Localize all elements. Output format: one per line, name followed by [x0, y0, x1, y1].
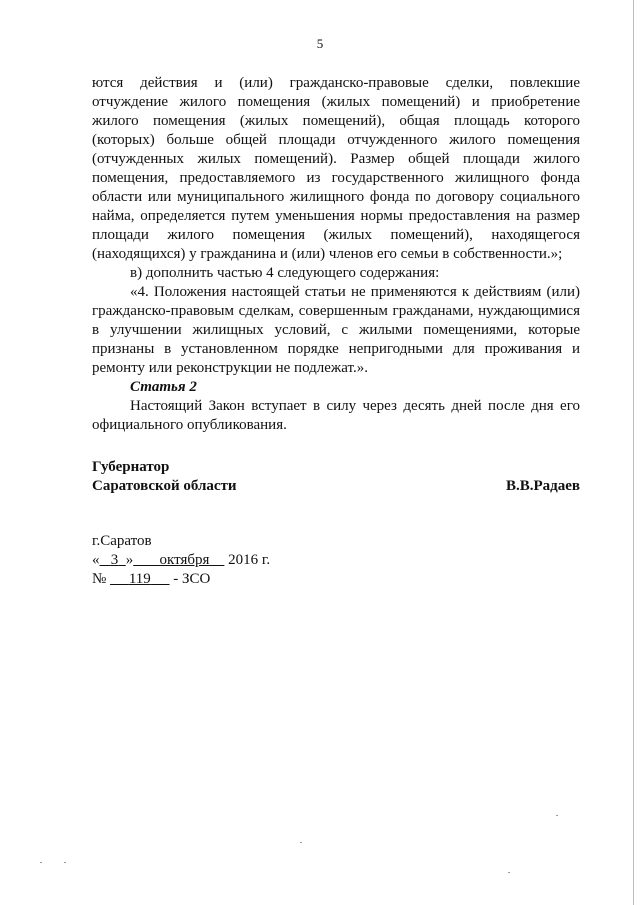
number-suffix: - ЗСО	[173, 571, 211, 587]
law-number: 119	[128, 571, 151, 587]
date-year: 2016 г.	[228, 552, 271, 568]
date-open-quote: «	[92, 552, 100, 568]
paragraph-amendment-intro: в) дополнить частью 4 следующего содержания:	[130, 265, 440, 281]
paragraph-part-4: «4. Положения настоящей статьи не применяются к действиям (или) гражданско-правовым сделкам, совершенным гражданами, нуждающимися в улучшении жилищных условий, с жилыми помещениями, которые признаны в установленном порядке непригодными для проживания и ремонту или реконструкции не подлежат.».	[92, 284, 580, 376]
scan-speck	[40, 862, 42, 863]
date-day: 3	[110, 552, 119, 568]
date-month: октября	[159, 552, 210, 568]
paragraph-article-2: Настоящий Закон вступает в силу через десять дней после дня его официального опубликования.	[92, 398, 580, 433]
article-2-heading: Статья 2	[130, 379, 197, 395]
date-line	[92, 551, 270, 570]
number-line	[92, 570, 270, 589]
page-edge-line	[633, 0, 634, 905]
signatory-title-line1: Губернатор	[92, 459, 170, 475]
scan-speck	[556, 815, 558, 816]
signatory-row	[92, 477, 580, 496]
signatory-name: В.В.Радаев	[505, 478, 580, 494]
signature-block	[92, 458, 580, 496]
signatory-title-line2: Саратовской области	[92, 478, 237, 494]
number-sign: №	[92, 571, 107, 587]
paragraph-continuation: ются действия и (или) гражданско-правовые сделки, повлекшие отчуждение жилого помещения (жилых помещений) и приобретение жилого помещения (жилых помещений), общая площадь которого (которых) больше общей площади отчужденного жилого помещения (отчужденных жилых помещений). Размер общей площади жилого помещения, предоставляемого из государственного жилищного фонда области или муниципального жилищного фонда по договору социального найма, определяется путем уменьшения нормы предоставления на размер площади жилого помещения (жилых помещений), находящегося (находящихся) у гражданина и (или) членов его семьи в собственности.»;	[92, 75, 580, 262]
scan-speck	[300, 842, 302, 843]
page-number: 5	[316, 36, 324, 51]
scan-speck	[508, 872, 510, 873]
document-body	[92, 74, 580, 435]
city: г.Саратов	[92, 533, 152, 549]
scan-speck	[64, 862, 66, 863]
place-date-block	[92, 532, 270, 589]
date-close-quote: »	[125, 552, 134, 568]
